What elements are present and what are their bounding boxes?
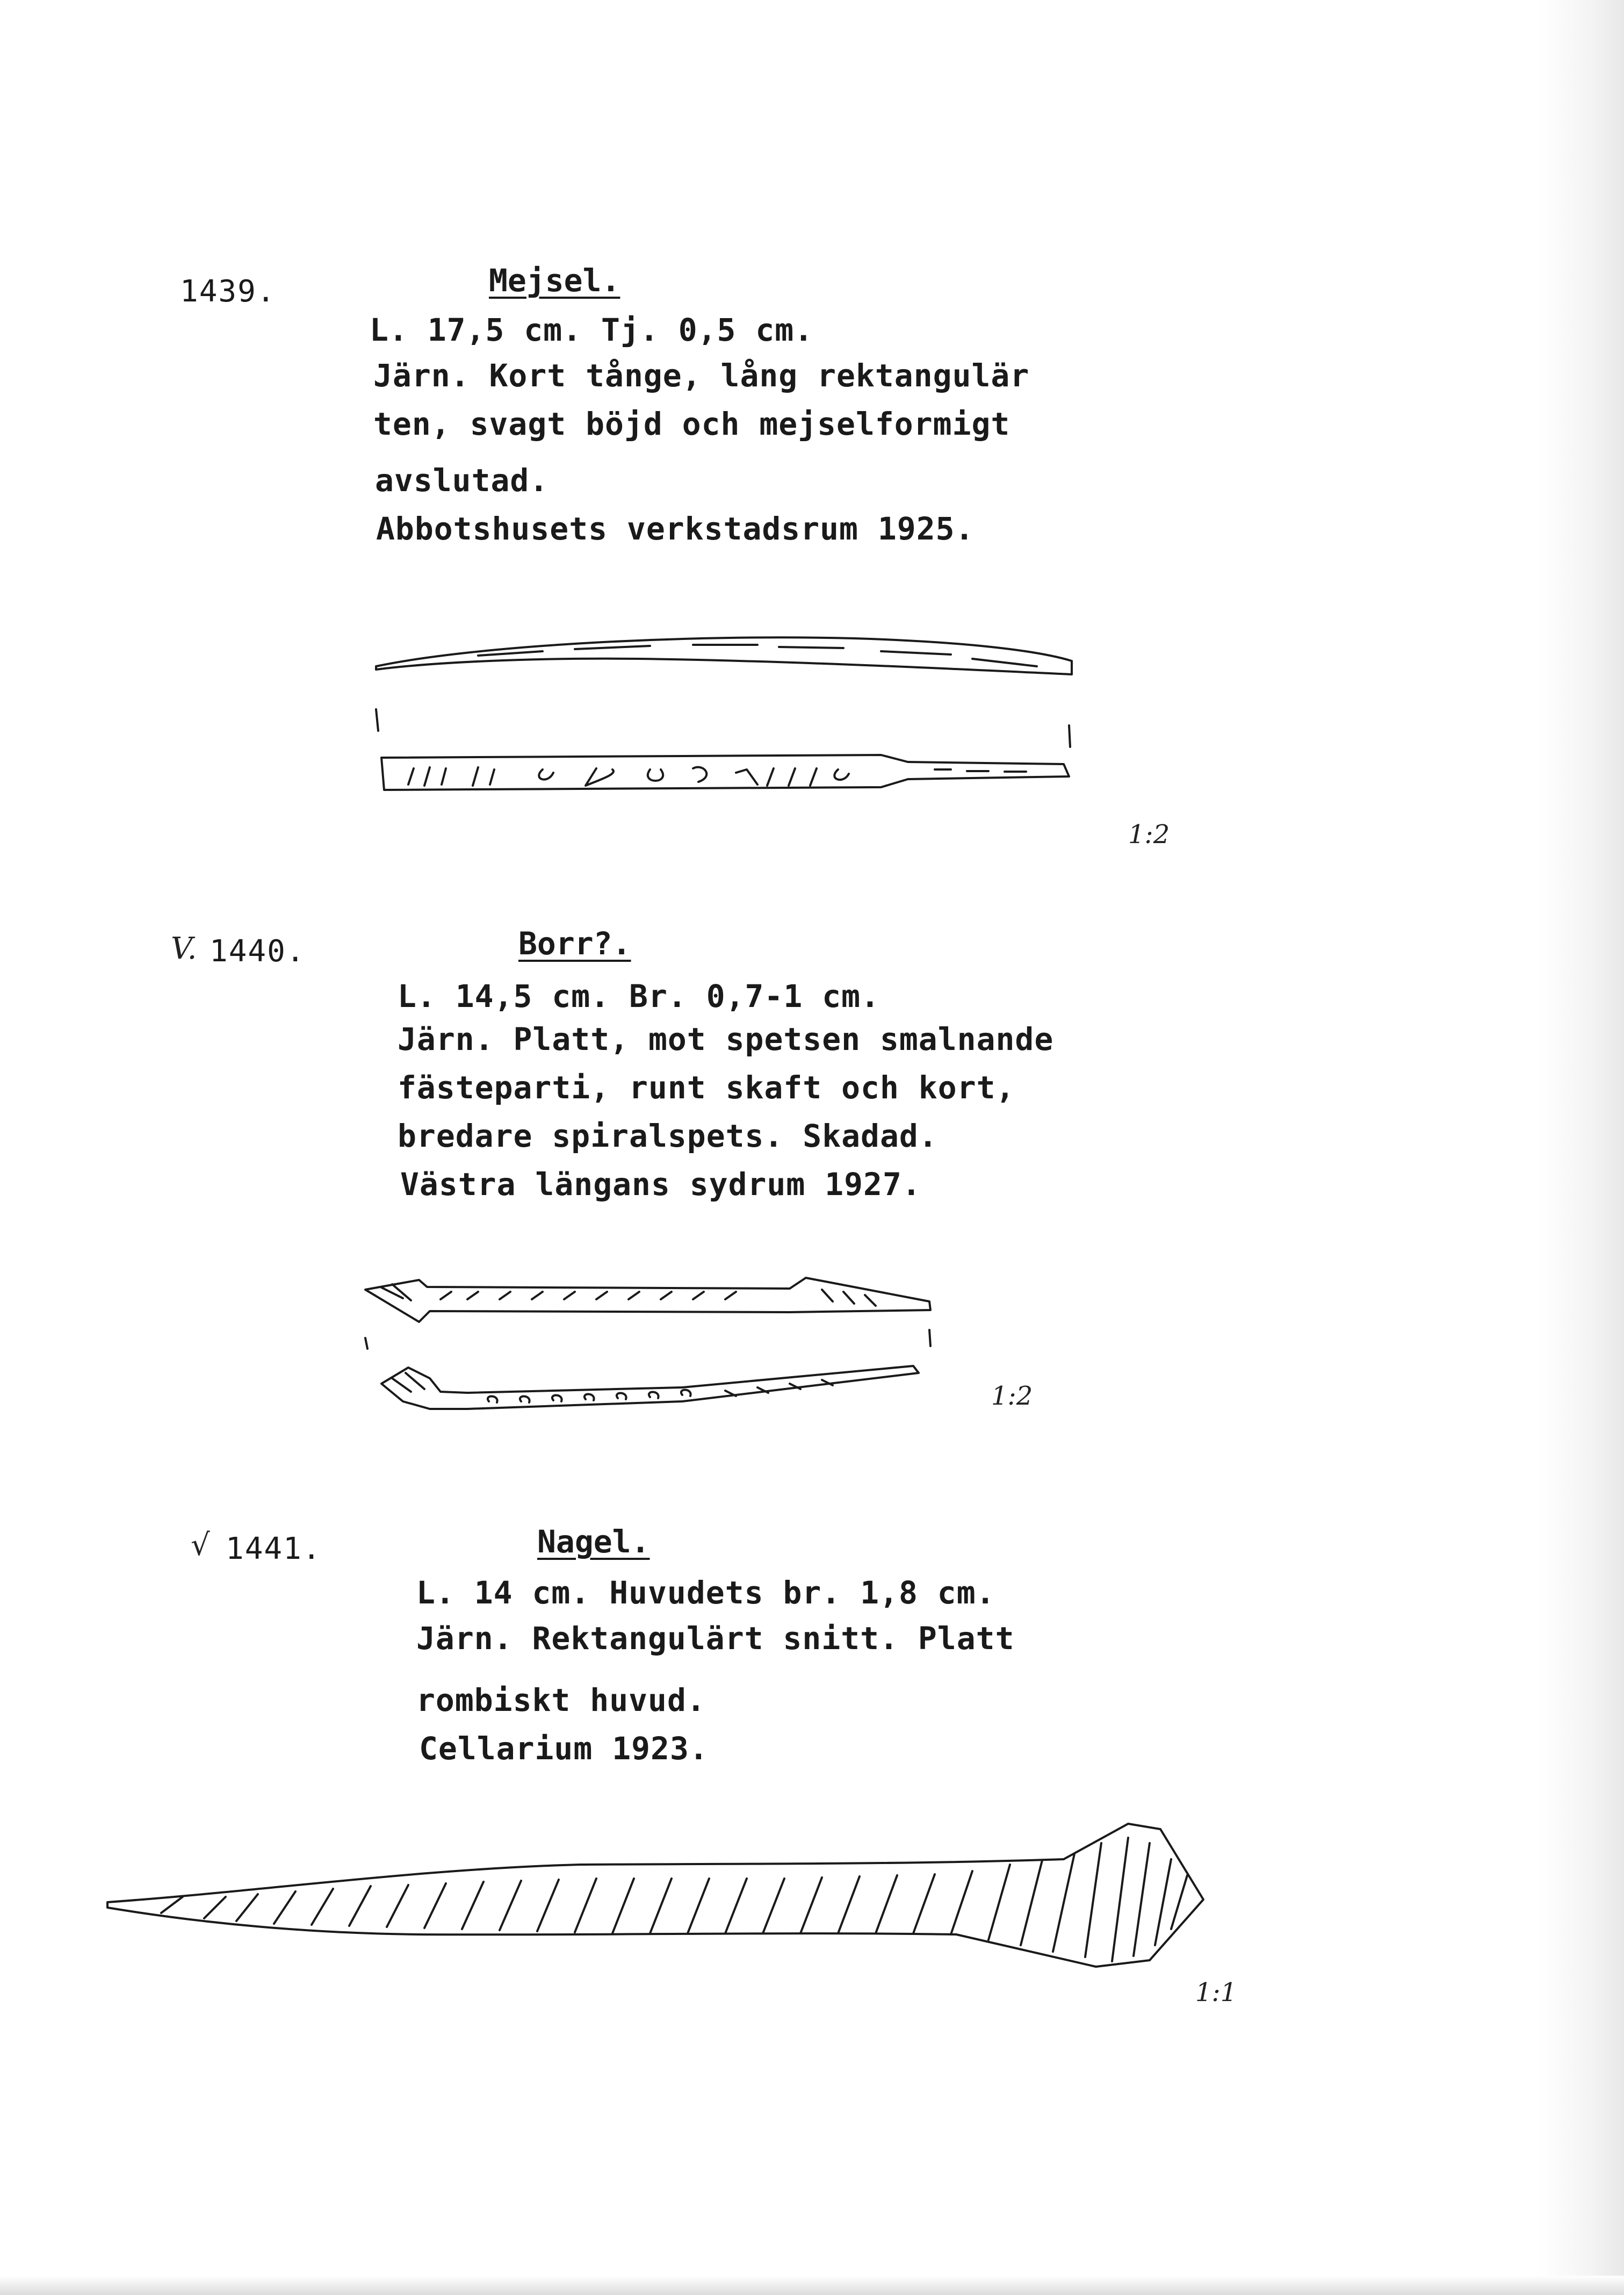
page-bottom-edge xyxy=(0,2276,1624,2295)
entry-line: Järn. Rektangulärt snitt. Platt xyxy=(416,1620,1015,1657)
entry-line: Järn. Kort tånge, lång rektangulär xyxy=(373,357,1030,394)
entry-title: Borr?. xyxy=(518,925,631,962)
page-edge-shadow xyxy=(1538,0,1624,2295)
scale-label: 1:1 xyxy=(1195,1977,1237,2008)
entry-number: 1441. xyxy=(226,1531,322,1566)
entry-line: L. 14,5 cm. Br. 0,7-1 cm. xyxy=(398,978,880,1015)
scale-label: 1:2 xyxy=(991,1381,1033,1411)
nail-drawing-icon xyxy=(97,1811,1214,1988)
entry-line: L. 17,5 cm. Tj. 0,5 cm. xyxy=(370,312,814,348)
entry-title: Nagel. xyxy=(537,1523,650,1560)
entry-line: Cellarium 1923. xyxy=(419,1730,709,1767)
entry-line: ten, svagt böjd och mejselformigt xyxy=(373,406,1011,442)
entry-number: 1439. xyxy=(180,274,276,309)
chisel-drawing-icon xyxy=(371,623,1080,817)
entry-line: avslutad. xyxy=(375,462,549,499)
entry-line: L. 14 cm. Huvudets br. 1,8 cm. xyxy=(416,1574,995,1611)
check-mark: V. xyxy=(171,931,197,966)
entry-line: fästeparti, runt skaft och kort, xyxy=(398,1069,1015,1106)
drill-drawing-icon xyxy=(360,1268,940,1424)
entry-line: rombiskt huvud. xyxy=(416,1682,706,1718)
entry-line: bredare spiralspets. Skadad. xyxy=(398,1118,938,1154)
entry-title: Mejsel. xyxy=(489,262,620,299)
entry-line: Järn. Platt, mot spetsen smalnande xyxy=(398,1021,1054,1057)
entry-line: Västra längans sydrum 1927. xyxy=(400,1166,921,1203)
entry-number: 1440. xyxy=(210,934,306,969)
scale-label: 1:2 xyxy=(1128,819,1170,850)
entry-line: Abbotshusets verkstadsrum 1925. xyxy=(376,510,975,547)
check-mark: √ xyxy=(191,1528,210,1563)
